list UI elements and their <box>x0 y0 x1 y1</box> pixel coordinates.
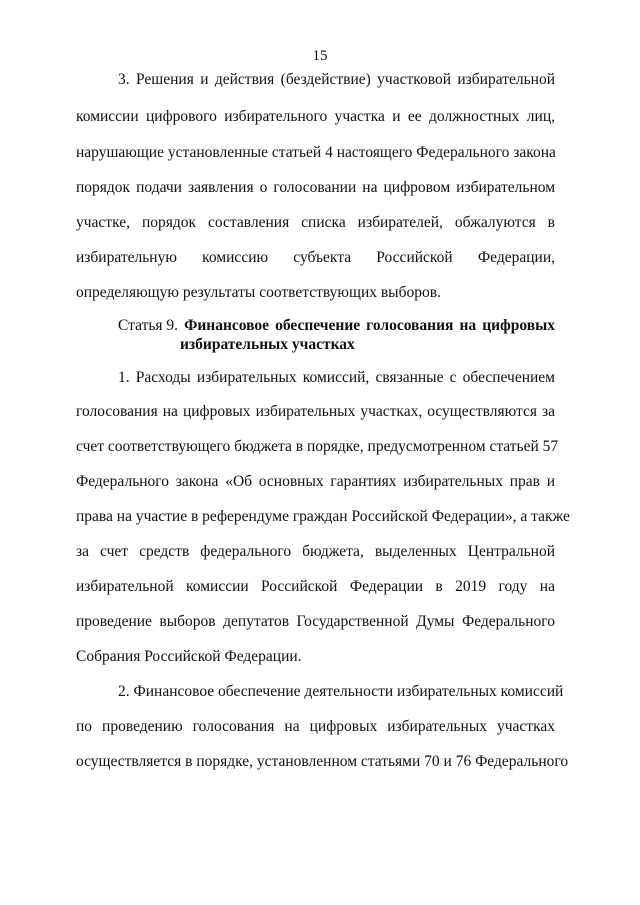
paragraph-1-line-6: за счет средств федерального бюджета, выделенных Центральной <box>76 543 555 560</box>
paragraph-2-line-3: осуществляется в порядке, установленном статьями 70 и 76 Федерального <box>76 753 569 770</box>
paragraph-2-line-1: 2. Финансовое обеспечение деятельности избирательных комиссий <box>118 683 564 700</box>
article-9-label: Статья 9. <box>118 317 179 334</box>
paragraph-1-line-5: права на участие в референдуме граждан Российской Федерации», а также <box>76 508 570 525</box>
paragraph-1-line-1: 1. Расходы избирательных комиссий, связанные с обеспечением <box>118 369 555 386</box>
page-number: 15 <box>312 48 328 64</box>
paragraph-1-line-2: голосования на цифровых избирательных участках, осуществляются за <box>76 403 555 420</box>
paragraph-3-line-2: комиссии цифрового избирательного участка и ее должностных лиц, <box>76 108 555 125</box>
paragraph-3-line-1: 3. Решения и действия (бездействие) участковой избирательной <box>118 71 555 88</box>
paragraph-3-line-6: избирательную комиссию субъекта Российской Федерации, <box>76 249 555 266</box>
paragraph-3-line-7: определяющую результаты соответствующих выборов. <box>76 284 441 301</box>
paragraph-2-line-2: по проведению голосования на цифровых избирательных участках <box>76 718 555 735</box>
paragraph-3-line-4: порядок подачи заявления о голосовании на цифровом избирательном <box>76 179 555 196</box>
article-9-title-line-2: избирательных участках <box>180 336 355 353</box>
paragraph-1-line-8: проведение выборов депутатов Государственной Думы Федерального <box>76 613 555 630</box>
article-9-heading <box>118 316 555 354</box>
paragraph-3-line-5: участке, порядок составления списка избирателей, обжалуются в <box>76 214 555 231</box>
paragraph-3-line-3: нарушающие установленные статьей 4 настоящего Федерального закона <box>76 144 556 161</box>
paragraph-1-line-4: Федерального закона «Об основных гарантиях избирательных прав и <box>76 473 555 490</box>
article-9-title-line-1: Финансовое обеспечение голосования на цифровых <box>184 317 555 334</box>
paragraph-1-line-7: избирательной комиссии Российской Федерации в 2019 году на <box>76 578 555 595</box>
paragraph-1-line-9: Собрания Российской Федерации. <box>76 648 302 665</box>
paragraph-1-line-3: счет соответствующего бюджета в порядке, предусмотренном статьей 57 <box>76 438 559 455</box>
